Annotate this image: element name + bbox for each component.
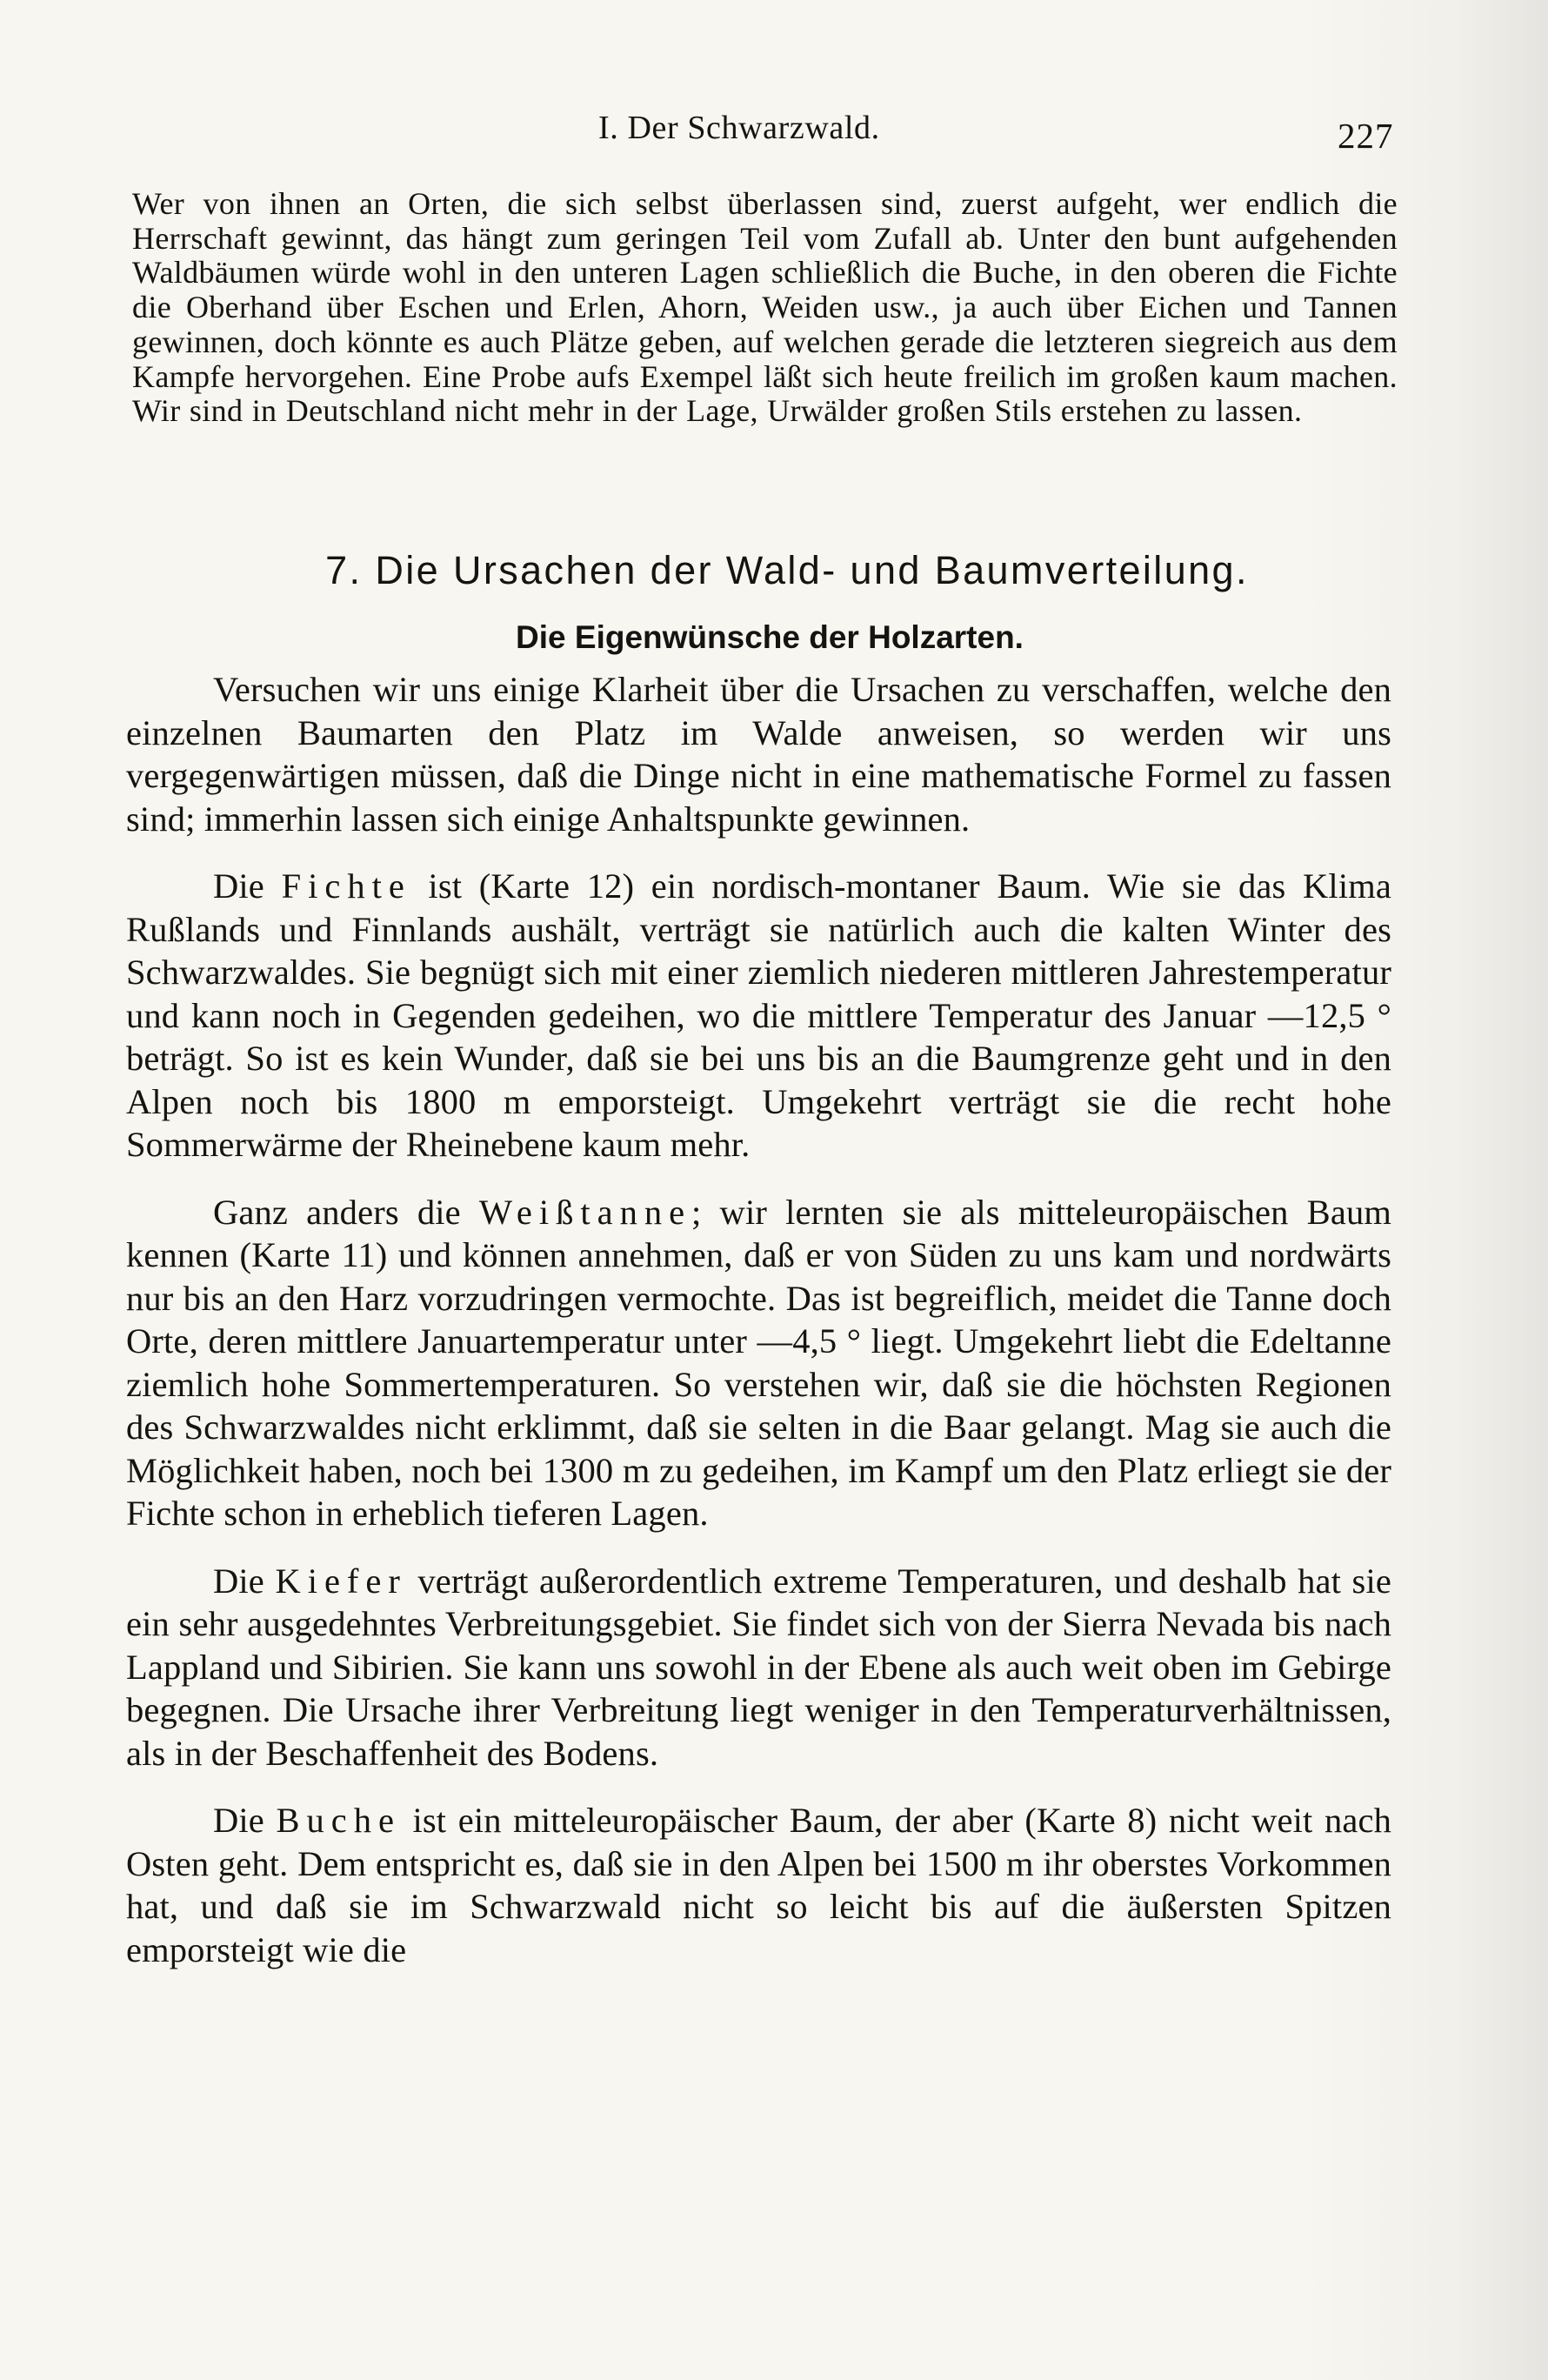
paragraph-fichte-rest: ist (Karte 12) ein nordisch-montaner Baum. Wie sie das Klima Rußlands und Finnlands aushält, verträgt sie natürlich auch die kalten Winter des Schwarzwaldes. Sie begnügt sich mit einer ziemlich niederen mittleren Jahrestemperatur und kann noch in Gegenden gedeihen, wo die mittlere Temperatur des Januar —12,5 ° beträgt. So ist es kein Wunder, daß sie bei uns bis an die Baumgrenze geht und in den Alpen noch bis 1800 m emporsteigt. Umgekehrt verträgt sie die recht hohe Sommerwärme der Rheinebene kaum mehr. — [126, 866, 1391, 1164]
term-weisstanne: Weißtanne — [478, 1192, 692, 1232]
page-number: 227 — [1338, 116, 1394, 156]
paragraph-buche — [126, 1799, 1391, 1971]
paragraph-kiefer-rest: verträgt außerordentlich extreme Temperaturen, und deshalb hat sie ein sehr ausgedehntes Verbreitungsgebiet. Sie findet sich von der Sierra Nevada bis nach Lappland und Sibirien. Sie kann uns sowohl in der Ebene als auch weit oben im Gebirge begegnen. Die Ursache ihrer Verbreitung liegt weniger in den Temperaturverhältnissen, als in der Beschaffenheit des Bodens. — [126, 1561, 1391, 1773]
paragraph-fichte-start: Die — [213, 866, 282, 906]
section-subheading: Die Eigenwünsche der Holzarten. — [516, 619, 1024, 655]
intro-paragraph: Wer von ihnen an Orten, die sich selbst überlassen sind, zuerst aufgeht, wer endlich die Herrschaft gewinnt, das hängt zum geringen Teil vom Zufall ab. Unter den bunt aufgehenden Waldbäumen würde wohl in den unteren Lagen schließlich die Buche, in den oberen die Fichte die Oberhand über Eschen und Erlen, Ahorn, Weiden usw., ja auch über Eichen und Tannen gewinnen, doch könnte es auch Plätze geben, auf welchen gerade die letzteren siegreich aus dem Kampfe hervorgehen. Eine Probe aufs Exempel läßt sich heute freilich im großen kaum machen. Wir sind in Deutschland nicht mehr in der Lage, Urwälder großen Stils erstehen zu lassen. — [132, 186, 1398, 429]
term-kiefer: Kiefer — [275, 1561, 407, 1601]
section-heading: 7. Die Ursachen der Wald- und Baumverteilung. — [325, 548, 1249, 592]
main-text-block — [126, 668, 1391, 1971]
paragraph-buche-start: Die — [213, 1801, 277, 1840]
term-buche: Buche — [276, 1801, 401, 1840]
paragraph-kiefer-start: Die — [213, 1561, 276, 1601]
running-header: I. Der Schwarzwald. — [598, 110, 880, 146]
paragraph-kiefer — [126, 1560, 1391, 1775]
paragraph-weisstanne-rest: ; wir lernten sie als mitteleuropäischen Baum kennen (Karte 11) und können annehmen, daß er von Süden zu uns kam und nordwärts nur bis an den Harz vorzudringen vermochte. Das ist begreiflich, meidet die Tanne doch Orte, deren mittlere Januartemperatur unter —4,5 ° liegt. Umgekehrt liebt die Edeltanne ziemlich hohe Sommertemperaturen. So verstehen wir, daß sie die höchsten Regionen des Schwarzwaldes nicht erklimmt, daß sie selten in die Baar gelangt. Mag sie auch die Möglichkeit haben, noch bei 1300 m zu gedeihen, im Kampf um den Platz erliegt sie der Fichte schon in erheblich tieferen Lagen. — [126, 1192, 1392, 1533]
intro-text-block — [132, 187, 1398, 429]
paragraph-causes: Versuchen wir uns einige Klarheit über die Ursachen zu verschaffen, welche den einzelnen Baumarten den Platz im Walde anweisen, so werden wir uns vergegenwärtigen müssen, daß die Dinge nicht in eine mathematische Formel zu fassen sind; immerhin lassen sich einige Anhaltspunkte gewinnen. — [126, 670, 1391, 839]
term-fichte: Fichte — [281, 866, 411, 906]
paragraph-weisstanne — [126, 1191, 1391, 1535]
paragraph-weisstanne-start: Ganz anders die — [213, 1192, 479, 1232]
paragraph-fichte — [126, 865, 1391, 1167]
paragraph-buche-rest: ist ein mitteleuropäischer Baum, der aber (Karte 8) nicht weit nach Osten geht. Dem entspricht es, daß sie in den Alpen bei 1500 m ihr oberstes Vorkommen hat, und daß sie im Schwarzwald nicht so leicht bis auf die äußersten Spitzen emporsteigt wie die — [126, 1801, 1392, 1969]
